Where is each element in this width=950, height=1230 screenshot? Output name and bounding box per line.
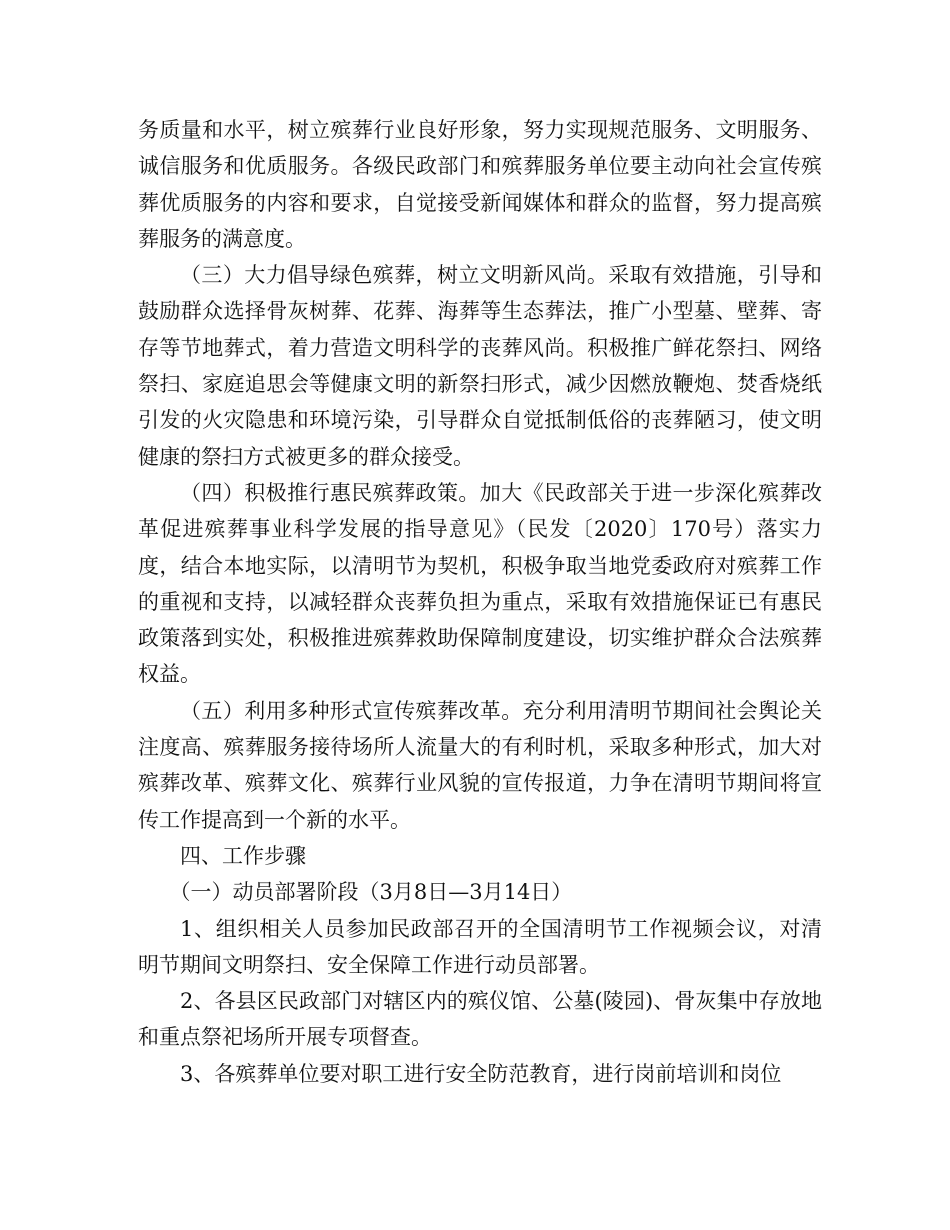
paragraph-green-funeral: （三）大力倡导绿色殡葬，树立文明新风尚。采取有效措施，引导和鼓励群众选择骨灰树葬、花葬、海葬等生态葬法，推广小型墓、壁葬、寄存等节地葬式，着力营造文明科学的丧葬风尚。积极推广鲜花祭扫、网络祭扫、家庭追思会等健康文明的新祭扫形式，减少因燃放鞭炮、焚香烧纸引发的火灾隐患和环境污染，引导群众自觉抵制低俗的丧葬陋习，使文明健康的祭扫方式被更多的群众接受。 [138,263,822,469]
list-item-step-2: 2、各县区民政部门对辖区内的殡仪馆、公墓(陵园)、骨灰集中存放地和重点祭祀场所开展专项督查。 [138,989,822,1050]
subheading-mobilization-stage: （一）动员部署阶段（3月8日—3月14日） [169,880,573,905]
section-heading-work-steps: 四、工作步骤 [180,843,306,868]
document-page [138,112,822,1092]
paragraph-publicity: （五）利用多种形式宣传殡葬改革。充分利用清明节期间社会舆论关注度高、殡葬服务接待场所人流量大的有利时机，采取多种形式，加大对殡葬改革、殡葬文化、殡葬行业风貌的宣传报道，力争在清明节期间将宣传工作提高到一个新的水平。 [138,698,822,832]
paragraph-service-quality: 务质量和水平，树立殡葬行业良好形象，努力实现规范服务、文明服务、诚信服务和优质服务。各级民政部门和殡葬服务单位要主动向社会宣传殡葬优质服务的内容和要求，自觉接受新闻媒体和群众的监督，努力提高殡葬服务的满意度。 [138,118,822,251]
list-item-step-3: 3、各殡葬单位要对职工进行安全防范教育，进行岗前培训和岗位 [180,1061,782,1086]
list-item-step-1: 1、组织相关人员参加民政部召开的全国清明节工作视频会议，对清明节期间文明祭扫、安全保障工作进行动员部署。 [138,916,822,977]
paragraph-benefit-policy: （四）积极推行惠民殡葬政策。加大《民政部关于进一步深化殡葬改革促进殡葬事业科学发展的指导意见》（民发〔2020〕170号）落实力度，结合本地实际，以清明节为契机，积极争取当地党委政府对殡葬工作的重视和支持，以减轻群众丧葬负担为重点，采取有效措施保证已有惠民政策落到实处，积极推进殡葬救助保障制度建设，切实维护群众合法殡葬权益。 [138,480,822,687]
